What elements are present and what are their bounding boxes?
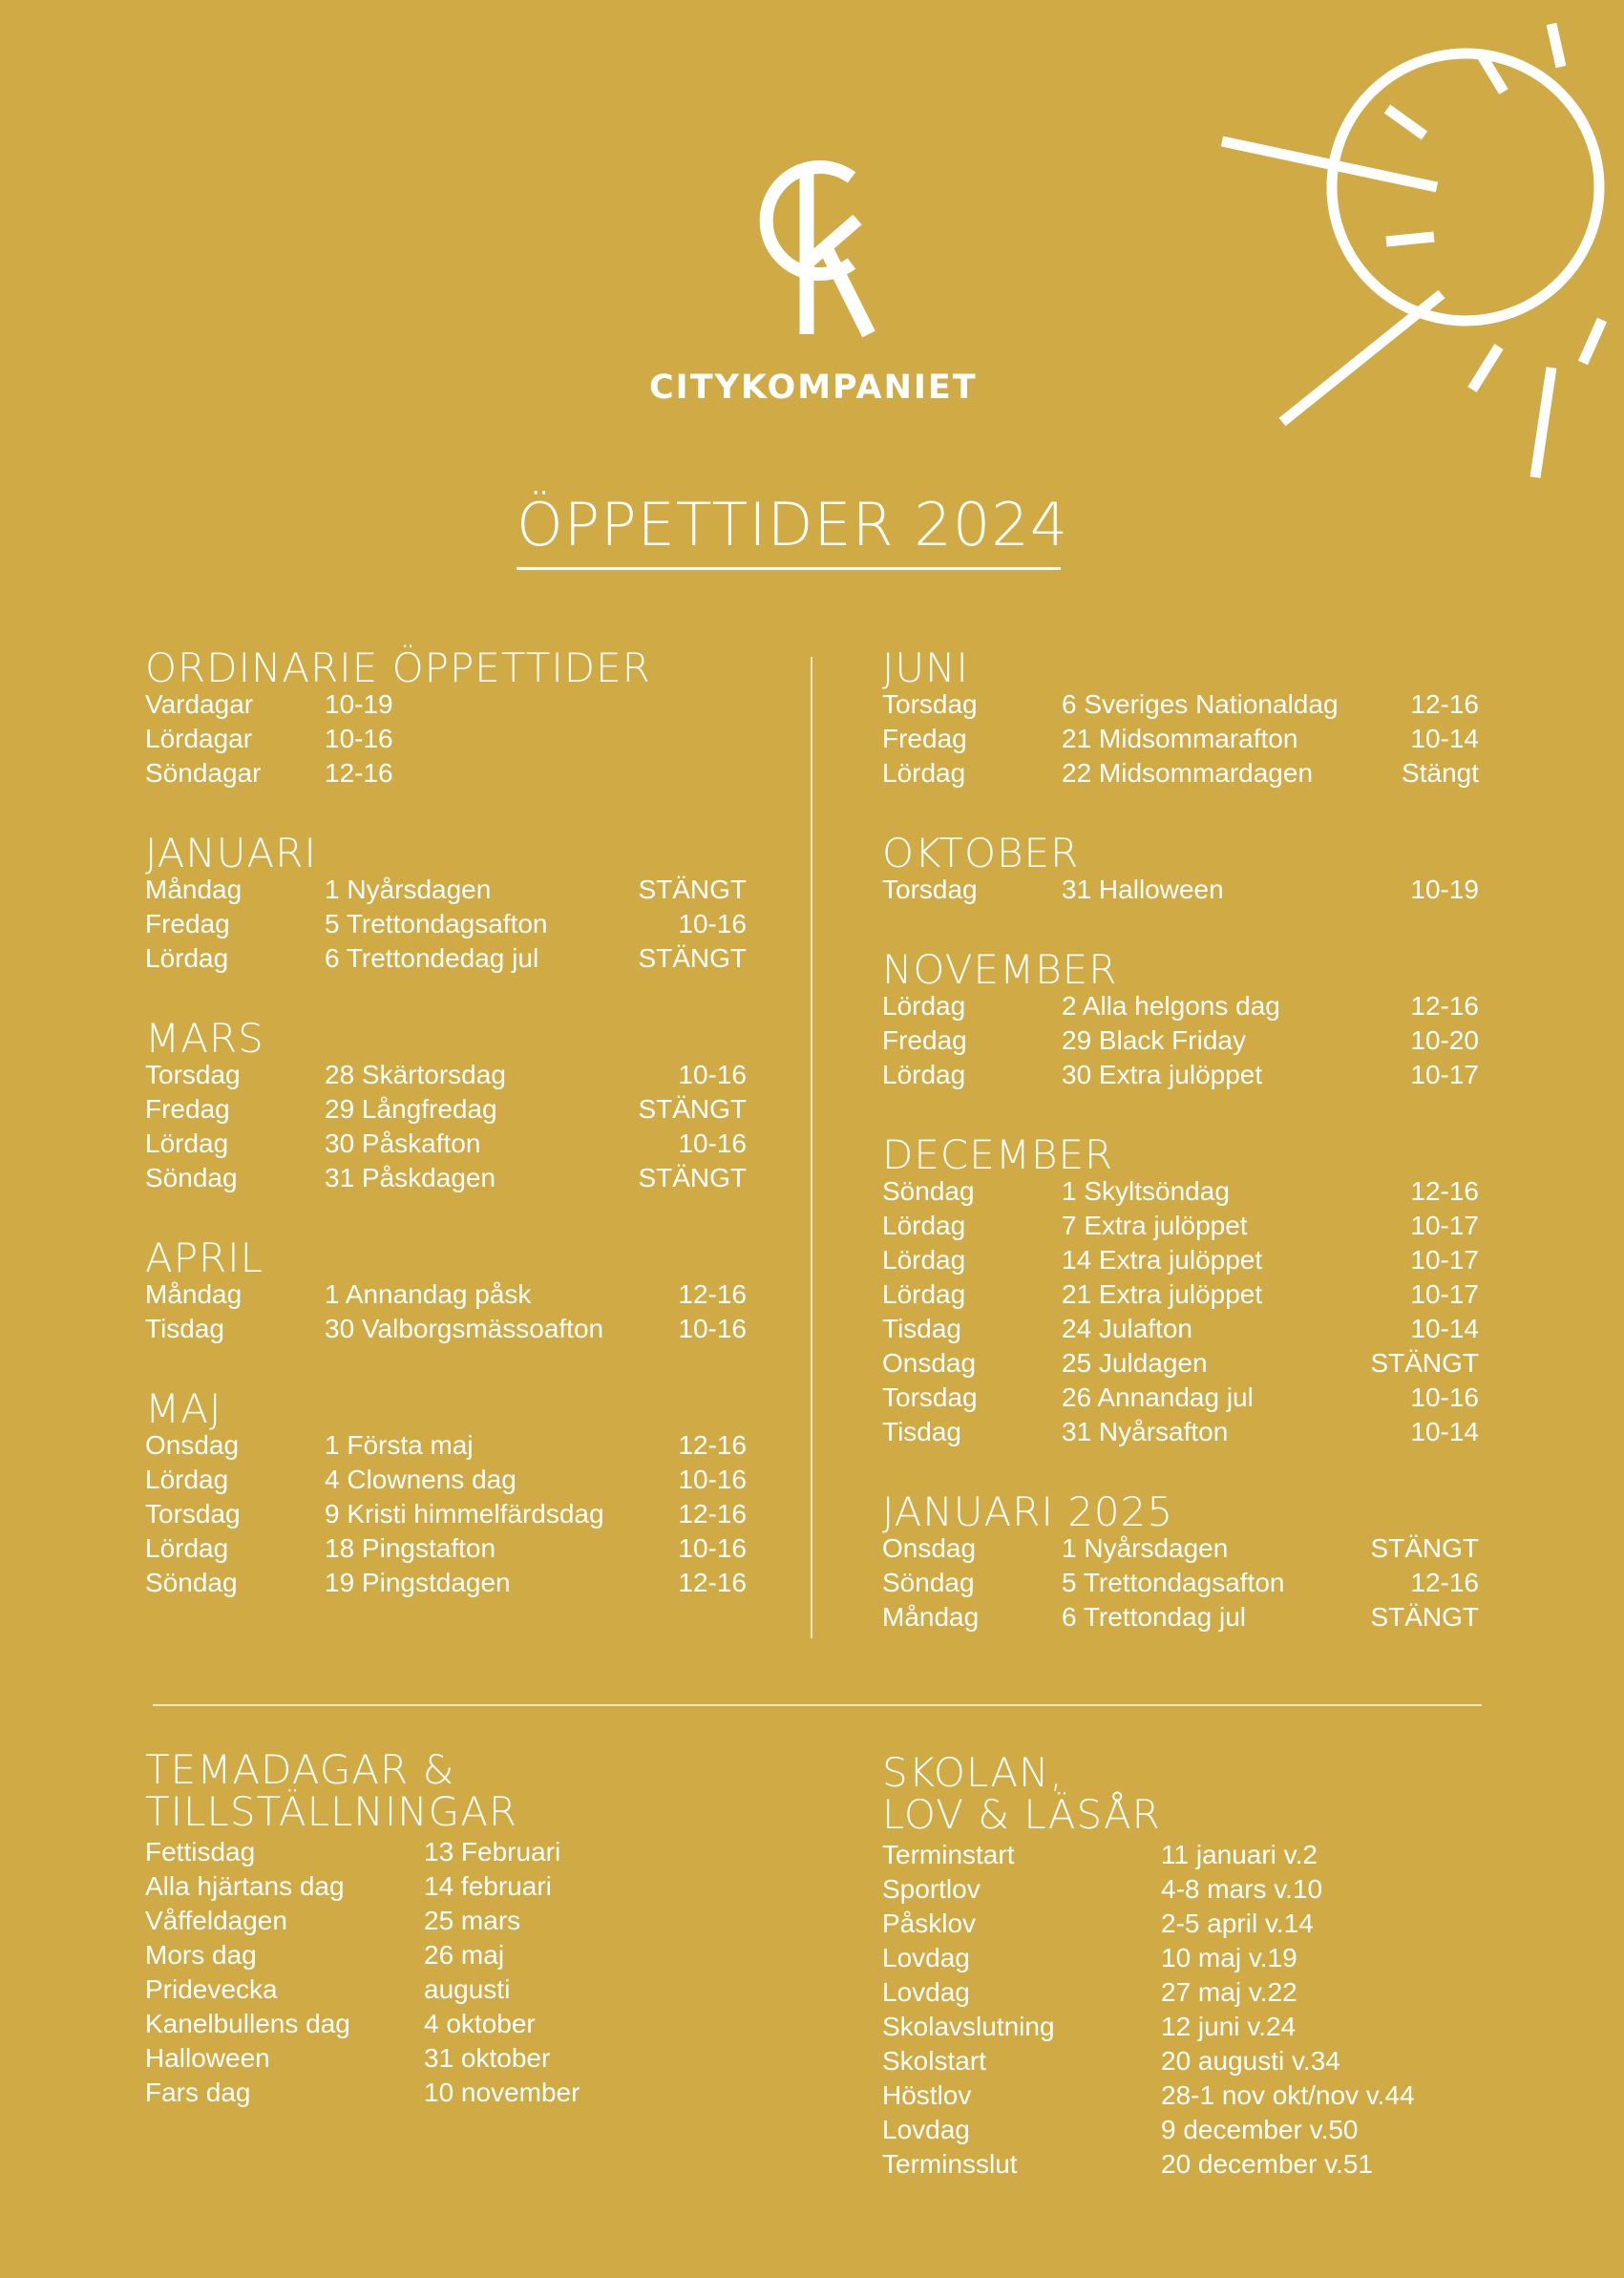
item-date: 20 augusti v.34 <box>1161 2046 1340 2076</box>
event-name: 29 Långfredag <box>325 1094 497 1124</box>
item-date: 10 maj v.19 <box>1161 1943 1297 1972</box>
brand-name: CITYKOMPANIET <box>649 369 978 407</box>
event-name: 29 Black Friday <box>1062 1025 1246 1055</box>
weekday: Lördag <box>882 1279 966 1309</box>
list-row <box>882 2113 1550 2147</box>
horizontal-divider <box>153 1704 1482 1706</box>
schedule-row <box>882 756 1479 791</box>
schedule-row <box>145 1127 747 1161</box>
opening-hours: 10-17 <box>1410 1279 1479 1309</box>
item-date: 9 december v.50 <box>1161 2115 1359 2144</box>
opening-hours: 12-16 <box>678 1499 747 1529</box>
right-column <box>882 645 1479 1675</box>
schedule-row <box>882 873 1479 907</box>
schedule-row <box>882 1023 1479 1058</box>
event-name: 5 Trettondagsafton <box>325 909 548 939</box>
weekday: Lördag <box>145 1533 229 1563</box>
weekday: Söndag <box>882 1176 975 1206</box>
weekday: Lördag <box>882 991 966 1021</box>
ck-monogram-icon <box>735 143 888 344</box>
event-name: 31 Halloween <box>1062 875 1224 904</box>
vertical-divider <box>811 657 812 1638</box>
schedule-row <box>882 1600 1479 1635</box>
schedule-row <box>882 1058 1479 1092</box>
weekday: Torsdag <box>145 1060 241 1089</box>
event-name: 1 Annandag påsk <box>325 1279 532 1309</box>
opening-hours: 12-16 <box>678 1568 747 1597</box>
schedule-row <box>145 873 747 907</box>
weekday: Söndag <box>882 1568 975 1597</box>
weekday: Torsdag <box>145 1499 241 1529</box>
opening-hours: 10-16 <box>678 1060 747 1089</box>
weekday: Söndag <box>145 1568 238 1597</box>
item-date: 13 Februari <box>424 1837 561 1867</box>
opening-hours: 10-16 <box>678 1314 747 1343</box>
opening-hours: STÄNGT <box>638 1094 747 1124</box>
weekday: Onsdag <box>145 1430 240 1460</box>
schedule-row <box>882 1415 1479 1449</box>
event-name: 10-16 <box>325 724 393 753</box>
weekday: Lördag <box>145 1465 229 1494</box>
month-section <box>882 831 1479 907</box>
sun-illustration <box>1184 0 1624 496</box>
item-name: Halloween <box>145 2043 270 2073</box>
opening-hours: 10-14 <box>1410 1417 1479 1446</box>
opening-hours: 10-17 <box>1410 1211 1479 1240</box>
weekday: Onsdag <box>882 1533 977 1563</box>
event-name: 6 Trettondag jul <box>1062 1602 1247 1632</box>
list-row <box>882 2147 1550 2182</box>
item-name: Skolavslutning <box>882 2012 1055 2041</box>
item-name: Lovdag <box>882 1943 970 1972</box>
event-name: 5 Trettondagsafton <box>1062 1568 1285 1597</box>
opening-hours: 12-16 <box>1410 991 1479 1021</box>
schedule-row <box>882 1346 1479 1381</box>
event-name: 1 Nyårsdagen <box>325 875 492 904</box>
left-column <box>145 645 747 1640</box>
opening-hours: 10-14 <box>1410 724 1479 753</box>
item-date: 10 november <box>424 2078 580 2107</box>
event-name: 30 Extra julöppet <box>1062 1060 1263 1089</box>
section-title: APRIL <box>145 1234 264 1281</box>
opening-hours: 12-16 <box>1410 689 1479 719</box>
month-section <box>882 1489 1479 1635</box>
event-name: 4 Clownens dag <box>325 1465 517 1494</box>
weekday: Söndagar <box>145 758 262 788</box>
event-name: 26 Annandag jul <box>1062 1382 1254 1412</box>
section-title: JANUARI 2025 <box>882 1488 1174 1535</box>
schedule-row <box>882 722 1479 756</box>
item-name: Skolstart <box>882 2046 986 2076</box>
page-title: ÖPPETTIDER 2024 <box>517 487 1061 570</box>
list-row <box>882 1838 1550 1872</box>
month-section <box>882 1132 1479 1449</box>
item-date: 28-1 nov okt/nov v.44 <box>1161 2080 1415 2110</box>
event-name: 19 Pingstdagen <box>325 1568 511 1597</box>
weekday: Lördagar <box>145 724 253 753</box>
item-name: Fettisdag <box>145 1837 256 1867</box>
temadagar-section <box>145 1747 813 2110</box>
section-title: SKOLAN, <box>882 1749 1064 1796</box>
section-title: ORDINARIE ÖPPETTIDER <box>145 644 651 691</box>
opening-hours: 10-16 <box>678 909 747 939</box>
opening-hours: STÄNGT <box>1370 1602 1479 1632</box>
weekday: Torsdag <box>882 689 978 719</box>
schedule-row <box>882 1174 1479 1209</box>
list-row <box>145 1904 813 1938</box>
list-row <box>882 1941 1550 1975</box>
opening-hours: Stängt <box>1402 758 1479 788</box>
opening-hours: 10-17 <box>1410 1060 1479 1089</box>
section-title: TEMADAGAR & <box>145 1746 455 1793</box>
weekday: Onsdag <box>882 1348 977 1378</box>
skolan-section <box>882 1750 1550 2182</box>
list-row <box>882 1975 1550 2010</box>
event-name: 22 Midsommardagen <box>1062 758 1314 788</box>
list-row <box>882 2010 1550 2044</box>
section-title: MAJ <box>145 1385 222 1432</box>
list-row <box>882 1907 1550 1941</box>
event-name: 1 Skyltsöndag <box>1062 1176 1230 1206</box>
event-name: 30 Påskafton <box>325 1128 481 1158</box>
event-name: 18 Pingstafton <box>325 1533 496 1563</box>
schedule-row <box>145 1497 747 1531</box>
opening-hours: 12-16 <box>678 1279 747 1309</box>
event-name: 21 Extra julöppet <box>1062 1279 1263 1309</box>
schedule-row <box>882 1531 1479 1566</box>
schedule-row <box>882 687 1479 722</box>
opening-hours: STÄNGT <box>638 1163 747 1192</box>
weekday: Lördag <box>882 758 966 788</box>
item-date: 31 oktober <box>424 2043 551 2073</box>
item-name: Alla hjärtans dag <box>145 1871 345 1901</box>
opening-hours: 10-16 <box>678 1465 747 1494</box>
schedule-row <box>145 722 747 756</box>
opening-hours: STÄNGT <box>638 943 747 973</box>
event-name: 21 Midsommarafton <box>1062 724 1298 753</box>
item-date: 26 maj <box>424 1940 505 1970</box>
event-name: 6 Trettondedag jul <box>325 943 539 973</box>
list-row <box>882 2078 1550 2113</box>
item-date: augusti <box>424 1974 511 2004</box>
item-name: Mors dag <box>145 1940 257 1970</box>
schedule-row <box>145 1463 747 1497</box>
weekday: Torsdag <box>882 1382 978 1412</box>
event-name: 28 Skärtorsdag <box>325 1060 506 1089</box>
list-row <box>145 1835 813 1869</box>
list-row <box>145 1869 813 1904</box>
schedule-row <box>882 1566 1479 1600</box>
item-name: Pridevecka <box>145 1974 278 2004</box>
item-date: 4 oktober <box>424 2009 536 2038</box>
list-row <box>145 1938 813 1972</box>
list-row <box>882 1872 1550 1907</box>
opening-hours: 12-16 <box>1410 1568 1479 1597</box>
weekday: Fredag <box>145 1094 230 1124</box>
month-section <box>145 645 747 791</box>
section-title: MARS <box>145 1015 264 1062</box>
weekday: Lördag <box>145 943 229 973</box>
event-name: 9 Kristi himmelfärdsdag <box>325 1499 604 1529</box>
schedule-row <box>145 687 747 722</box>
list-row <box>145 2041 813 2076</box>
item-name: Kanelbullens dag <box>145 2009 350 2038</box>
weekday: Lördag <box>145 1128 229 1158</box>
weekday: Måndag <box>145 875 243 904</box>
item-name: Sportlov <box>882 1874 981 1904</box>
schedule-row <box>882 1277 1479 1312</box>
opening-hours: 10-16 <box>1410 1382 1479 1412</box>
item-name: Våffeldagen <box>145 1906 287 1935</box>
item-date: 4-8 mars v.10 <box>1161 1874 1323 1904</box>
section-title: TILLSTÄLLNINGAR <box>145 1788 518 1835</box>
schedule-row <box>882 1209 1479 1243</box>
schedule-row <box>882 989 1479 1023</box>
event-name: 10-19 <box>325 689 393 719</box>
month-section <box>145 831 747 976</box>
opening-hours: 10-17 <box>1410 1245 1479 1275</box>
weekday: Fredag <box>882 724 967 753</box>
weekday: Tisdag <box>145 1314 225 1343</box>
month-section <box>145 1016 747 1195</box>
list-row <box>145 1972 813 2007</box>
list-row <box>145 2076 813 2110</box>
event-name: 31 Nyårsafton <box>1062 1417 1229 1446</box>
schedule-row <box>882 1243 1479 1277</box>
item-date: 12 juni v.24 <box>1161 2012 1297 2041</box>
weekday: Vardagar <box>145 689 254 719</box>
weekday: Lördag <box>882 1060 966 1089</box>
section-title: JANUARI <box>145 830 317 876</box>
weekday: Fredag <box>882 1025 967 1055</box>
schedule-row <box>145 941 747 976</box>
section-title: DECEMBER <box>882 1131 1114 1178</box>
item-date: 2-5 april v.14 <box>1161 1909 1314 1938</box>
schedule-row <box>145 1312 747 1346</box>
opening-hours: 10-19 <box>1410 875 1479 904</box>
weekday: Lördag <box>882 1211 966 1240</box>
item-name: Terminsslut <box>882 2149 1018 2179</box>
event-name: 25 Juldagen <box>1062 1348 1208 1378</box>
event-name: 6 Sveriges Nationaldag <box>1062 689 1339 719</box>
month-section <box>145 1386 747 1600</box>
item-date: 11 januari v.2 <box>1161 1840 1318 1869</box>
item-date: 14 februari <box>424 1871 552 1901</box>
schedule-row <box>145 1277 747 1312</box>
opening-hours: STÄNGT <box>1370 1348 1479 1378</box>
weekday: Måndag <box>145 1279 243 1309</box>
opening-hours: 10-16 <box>678 1128 747 1158</box>
weekday: Måndag <box>882 1602 980 1632</box>
opening-hours: 10-16 <box>678 1533 747 1563</box>
weekday: Söndag <box>145 1163 238 1192</box>
weekday: Tisdag <box>882 1314 962 1343</box>
event-name: 2 Alla helgons dag <box>1062 991 1280 1021</box>
event-name: 1 Nyårsdagen <box>1062 1533 1229 1563</box>
schedule-row <box>882 1312 1479 1346</box>
item-name: Lovdag <box>882 2115 970 2144</box>
weekday: Lördag <box>882 1245 966 1275</box>
schedule-row <box>145 1566 747 1600</box>
item-name: Fars dag <box>145 2078 251 2107</box>
opening-hours: STÄNGT <box>638 875 747 904</box>
item-name: Lovdag <box>882 1977 970 2007</box>
event-name: 14 Extra julöppet <box>1062 1245 1263 1275</box>
event-name: 7 Extra julöppet <box>1062 1211 1248 1240</box>
item-date: 25 mars <box>424 1906 521 1935</box>
event-name: 12-16 <box>325 758 393 788</box>
month-section <box>882 947 1479 1092</box>
event-name: 30 Valborgsmässoafton <box>325 1314 604 1343</box>
weekday: Fredag <box>145 909 230 939</box>
list-row <box>882 2044 1550 2078</box>
schedule-row <box>145 1531 747 1566</box>
schedule-row <box>145 1058 747 1092</box>
event-name: 31 Påskdagen <box>325 1163 496 1192</box>
logo <box>649 143 978 407</box>
weekday: Torsdag <box>882 875 978 904</box>
list-row <box>145 2007 813 2041</box>
weekday: Tisdag <box>882 1417 962 1446</box>
opening-hours: 12-16 <box>1410 1176 1479 1206</box>
schedule-row <box>882 1381 1479 1415</box>
section-title: NOVEMBER <box>882 946 1118 993</box>
item-name: Terminstart <box>882 1840 1015 1869</box>
opening-hours: STÄNGT <box>1370 1533 1479 1563</box>
opening-hours: 12-16 <box>678 1430 747 1460</box>
event-name: 1 Första maj <box>325 1430 474 1460</box>
month-section <box>145 1235 747 1346</box>
item-date: 20 december v.51 <box>1161 2149 1374 2179</box>
section-title: OKTOBER <box>882 830 1080 876</box>
section-title: JUNI <box>882 644 969 691</box>
item-date: 27 maj v.22 <box>1161 1977 1297 2007</box>
section-title: LOV & LÄSÅR <box>882 1791 1161 1838</box>
schedule-row <box>145 1428 747 1463</box>
month-section <box>882 645 1479 791</box>
item-name: Höstlov <box>882 2080 972 2110</box>
schedule-row <box>145 1092 747 1127</box>
schedule-row <box>145 756 747 791</box>
schedule-row <box>145 907 747 941</box>
opening-hours: 10-14 <box>1410 1314 1479 1343</box>
item-name: Påsklov <box>882 1909 977 1938</box>
opening-hours: 10-20 <box>1410 1025 1479 1055</box>
event-name: 24 Julafton <box>1062 1314 1192 1343</box>
schedule-row <box>145 1161 747 1195</box>
